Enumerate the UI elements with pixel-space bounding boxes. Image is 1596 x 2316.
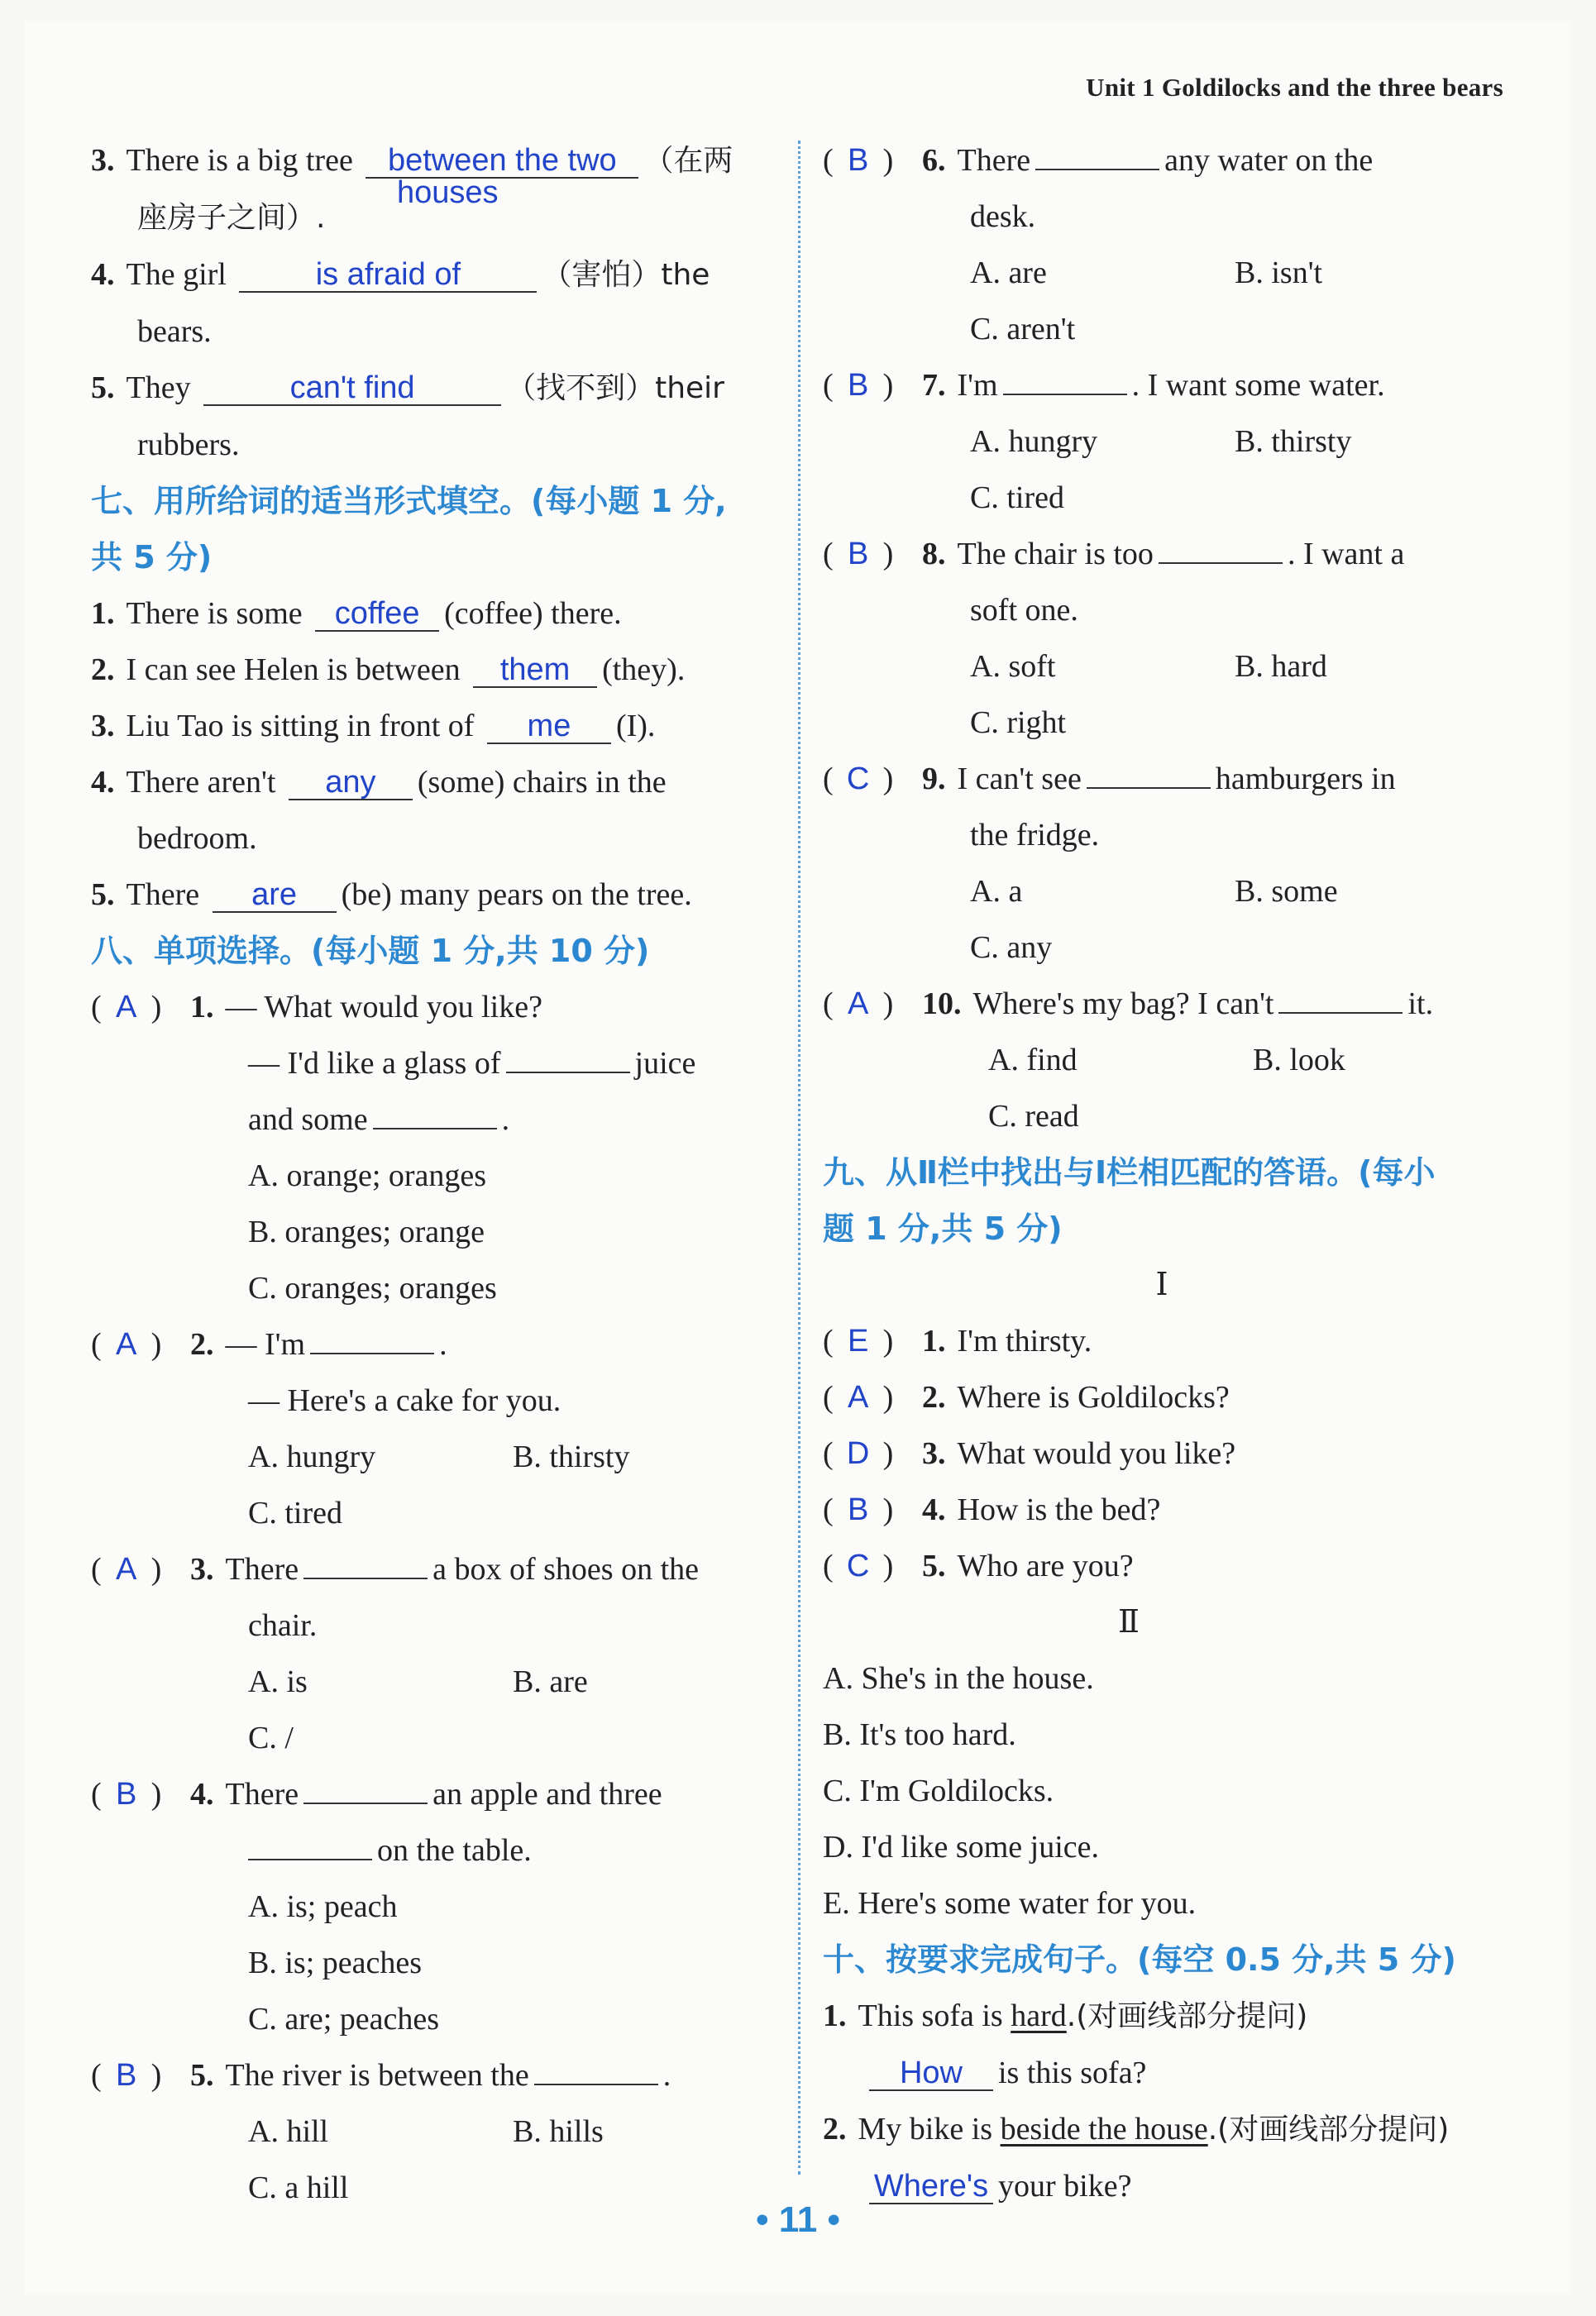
answer-blank[interactable] <box>506 1072 630 1073</box>
option[interactable]: C. a hill <box>248 2170 349 2205</box>
match-item: ( E ) 1. I'm thirsty. <box>823 1313 1501 1369</box>
mc-question: ( A ) 1. — What would you like? <box>91 979 786 1035</box>
section-8-title: 八、单项选择。(每小题 1 分,共 10 分) <box>91 933 650 969</box>
match-option: C. I'm Goldilocks. <box>823 1774 1054 1808</box>
answer-blank[interactable] <box>1087 787 1211 789</box>
answer-letter[interactable]: B <box>847 368 869 403</box>
mc-question: ( C ) 9. I can't see hamburgers in <box>823 751 1501 807</box>
answer-letter[interactable]: B <box>847 537 869 571</box>
answer-letter[interactable]: B <box>115 1777 137 1812</box>
mc-question: ( B ) 4. There an apple and three <box>91 1766 786 1822</box>
option[interactable]: A. a <box>970 874 1023 909</box>
option[interactable]: C. read <box>988 1099 1079 1134</box>
option[interactable]: C. are; peaches <box>248 2002 440 2037</box>
match-option: E. Here's some water for you. <box>823 1886 1197 1921</box>
answer-blank[interactable]: them <box>473 653 597 688</box>
option[interactable]: B. look <box>1253 1043 1345 1077</box>
answer-blank[interactable]: are <box>213 878 337 913</box>
s7-item: 3. Liu Tao is sitting in front of me (I). <box>91 709 656 743</box>
option[interactable]: A. hungry <box>248 1440 376 1474</box>
match-item: ( B ) 4. How is the bed? <box>823 1482 1501 1538</box>
option[interactable]: A. find <box>988 1043 1078 1077</box>
option[interactable]: A. hungry <box>970 424 1098 459</box>
option[interactable]: B. is; peaches <box>248 1946 423 1980</box>
answer-blank[interactable]: coffee <box>315 597 439 632</box>
answer-letter[interactable]: B <box>115 2058 137 2093</box>
answer-blank[interactable]: Where's <box>869 2170 993 2204</box>
section-9-title: 九、从Ⅱ栏中找出与Ⅰ栏相匹配的答语。(每小 <box>823 1154 1436 1191</box>
option[interactable]: C. tired <box>970 480 1064 515</box>
answer-blank[interactable]: me <box>487 709 611 744</box>
option[interactable]: A. are <box>970 255 1047 290</box>
answer-blank[interactable]: is afraid of <box>239 258 537 293</box>
s7-item: 4. There aren't any (some) chairs in the <box>91 765 667 800</box>
mc-question: ( A ) 2. — I'm . <box>91 1316 786 1373</box>
answer-blank[interactable] <box>1003 394 1127 395</box>
answer-letter[interactable]: A <box>115 1327 137 1362</box>
option[interactable]: B. some <box>1235 874 1338 909</box>
answer-blank[interactable] <box>1159 562 1283 564</box>
answer-blank[interactable]: any <box>289 766 413 800</box>
mc-question: ( A ) 10. Where's my bag? I can't it. <box>823 976 1501 1032</box>
answer-blank[interactable] <box>303 1803 428 1804</box>
option[interactable]: B. oranges; orange <box>248 1215 485 1249</box>
section-7-title: 七、用所给词的适当形式填空。(每小题 1 分, <box>91 483 727 519</box>
answer-blank[interactable]: between the two <box>366 144 638 179</box>
s7-item: 1. There is some coffee (coffee) there. <box>91 596 622 631</box>
answer-blank[interactable] <box>534 2084 658 2085</box>
mc-question: ( B ) 6. There any water on the <box>823 132 1501 189</box>
mc-question: ( A ) 3. There a box of shoes on the <box>91 1541 786 1597</box>
match-option: D. I'd like some juice. <box>823 1830 1099 1865</box>
option[interactable]: B. hard <box>1235 649 1327 684</box>
answer-blank[interactable] <box>310 1353 434 1354</box>
column-divider <box>798 141 800 2175</box>
section-10-title: 十、按要求完成句子。(每空 0.5 分,共 5 分) <box>823 1941 1456 1978</box>
answer-blank[interactable]: can't find <box>203 371 501 406</box>
match-option: B. It's too hard. <box>823 1717 1016 1752</box>
answer-text: houses <box>397 175 499 210</box>
page-number: • 11 • <box>756 2199 840 2240</box>
fill-q3: 3. There is a big tree between the two （在两 <box>91 143 733 178</box>
answer-letter[interactable]: B <box>847 1492 869 1527</box>
answer-letter[interactable]: C <box>846 1549 870 1583</box>
s7-item: 5. There are (be) many pears on the tree. <box>91 877 692 912</box>
match-option: A. She's in the house. <box>823 1661 1094 1696</box>
match-item: ( C ) 5. Who are you? <box>823 1538 1501 1594</box>
s7-item: 2. I can see Helen is between them (they). <box>91 652 686 687</box>
column-ii-heading: Ⅱ <box>1118 1605 1140 1640</box>
answer-blank[interactable] <box>1035 169 1159 170</box>
option[interactable]: C. tired <box>248 1496 342 1530</box>
option[interactable]: A. hill <box>248 2114 329 2149</box>
answer-blank[interactable]: How <box>869 2056 993 2091</box>
option[interactable]: A. is <box>248 1664 308 1699</box>
option[interactable]: A. orange; oranges <box>248 1158 487 1193</box>
unit-header: Unit 1 Goldilocks and the three bears <box>1086 73 1503 102</box>
answer-letter[interactable]: A <box>115 1552 137 1587</box>
mc-question: ( B ) 8. The chair is too . I want a <box>823 526 1501 582</box>
mc-question: ( B ) 5. The river is between the . <box>91 2047 786 2104</box>
answer-blank[interactable] <box>373 1128 497 1129</box>
fill-q4: 4. The girl is afraid of （害怕）the <box>91 257 710 292</box>
option[interactable]: C. aren't <box>970 312 1076 346</box>
option[interactable]: C. right <box>970 705 1067 740</box>
fill-q5: 5. They can't find （找不到）their <box>91 370 724 405</box>
answer-blank[interactable] <box>1278 1012 1402 1014</box>
mc-question: ( B ) 7. I'm . I want some water. <box>823 357 1501 413</box>
answer-blank[interactable] <box>248 1859 372 1860</box>
answer-blank[interactable] <box>303 1578 428 1579</box>
left-column: 3. There is a big tree between the two （在两 座房子之间）. houses 4. The girl is afraid of （害怕）the bears. 5. They can't find （找不到）their rubbers. 七、用所给词的适当形式填空。(每小题 1 分, 共 5 分) 1. There is some coffee (coffee) there. 2. I can see Helen is between them (they). 3. Liu Tao is sitting in front of me (I). 4. There aren't any (some) chairs in the bedroom. 5. There are (be) many pears on the tree. 八、单项选择。(每小题 1 分,共 10 分) ( A ) 1. — What would you like? — I'd like a glass of juice and some . A. orange; oranges B. oranges; orange C. oranges; oranges ( A ) 2. — I'm . — Here's a cake for you. A. hungry B. thirsty C. tired ( A ) 3. There a box of shoes on the chair. A. is B. are C. / ( B ) 4. There an apple and three on the table. A. is; peach B. is; peaches C. are; peaches ( B ) 5. The river is between the . A. hill B. hills C. a hill <box>91 132 786 2216</box>
answer-letter[interactable]: A <box>847 1380 869 1415</box>
option[interactable]: B. hills <box>513 2114 604 2149</box>
option[interactable]: A. is; peach <box>248 1889 398 1924</box>
answer-letter[interactable]: B <box>847 143 869 178</box>
option[interactable]: B. thirsty <box>1235 424 1352 459</box>
answer-letter[interactable]: A <box>847 986 869 1021</box>
answer-letter[interactable]: C <box>846 762 870 796</box>
option[interactable]: C. any <box>970 930 1053 965</box>
option[interactable]: C. / <box>248 1721 294 1755</box>
option[interactable]: B. thirsty <box>513 1440 630 1474</box>
right-column: ( B ) 6. There any water on the desk. A. are B. isn't C. aren't ( B ) 7. I'm . I want some water. A. hungry B. thirsty C. tired ( B ) 8. The chair is too . I want a soft one. A. soft B. hard C. right ( C ) 9. I can't see hamburgers in the fridge. A. a B. some C. any ( A ) 10. Where's my bag? I can't it. A. find B. look C. read 九、从Ⅱ栏中找出与Ⅰ栏相匹配的答语。(每小 题 1 分,共 5 分) Ⅰ ( E ) 1. I'm thirsty. ( A ) 2. Where is Goldilocks? ( D ) 3. What would you like? ( B ) 4. How is the bed? ( C ) 5. Who are you? Ⅱ A. She's in the house. B. It's too hard. C. I'm Goldilocks. D. I'd like some juice. E. Here's some water for you. 十、按要求完成句子。(每空 0.5 分,共 5 分) 1. This sofa is hard.(对画线部分提问) How is this sofa? 2. My bike is beside the house.(对画线部分提问) Where's your bike? <box>823 132 1501 2214</box>
column-i-heading: Ⅰ <box>1155 1268 1168 1302</box>
option[interactable]: C. oranges; oranges <box>248 1271 497 1306</box>
answer-letter[interactable]: E <box>847 1324 869 1359</box>
match-item: ( D ) 3. What would you like? <box>823 1425 1501 1482</box>
option[interactable]: A. soft <box>970 649 1056 684</box>
option[interactable]: B. isn't <box>1235 255 1323 290</box>
match-item: ( A ) 2. Where is Goldilocks? <box>823 1369 1501 1425</box>
option[interactable]: B. are <box>513 1664 588 1699</box>
answer-letter[interactable]: A <box>115 990 137 1024</box>
rewrite-item: 2. My bike is beside the house.(对画线部分提问) <box>823 2112 1450 2146</box>
answer-letter[interactable]: D <box>846 1436 870 1471</box>
rewrite-item: 1. This sofa is hard.(对画线部分提问) <box>823 1998 1308 2033</box>
